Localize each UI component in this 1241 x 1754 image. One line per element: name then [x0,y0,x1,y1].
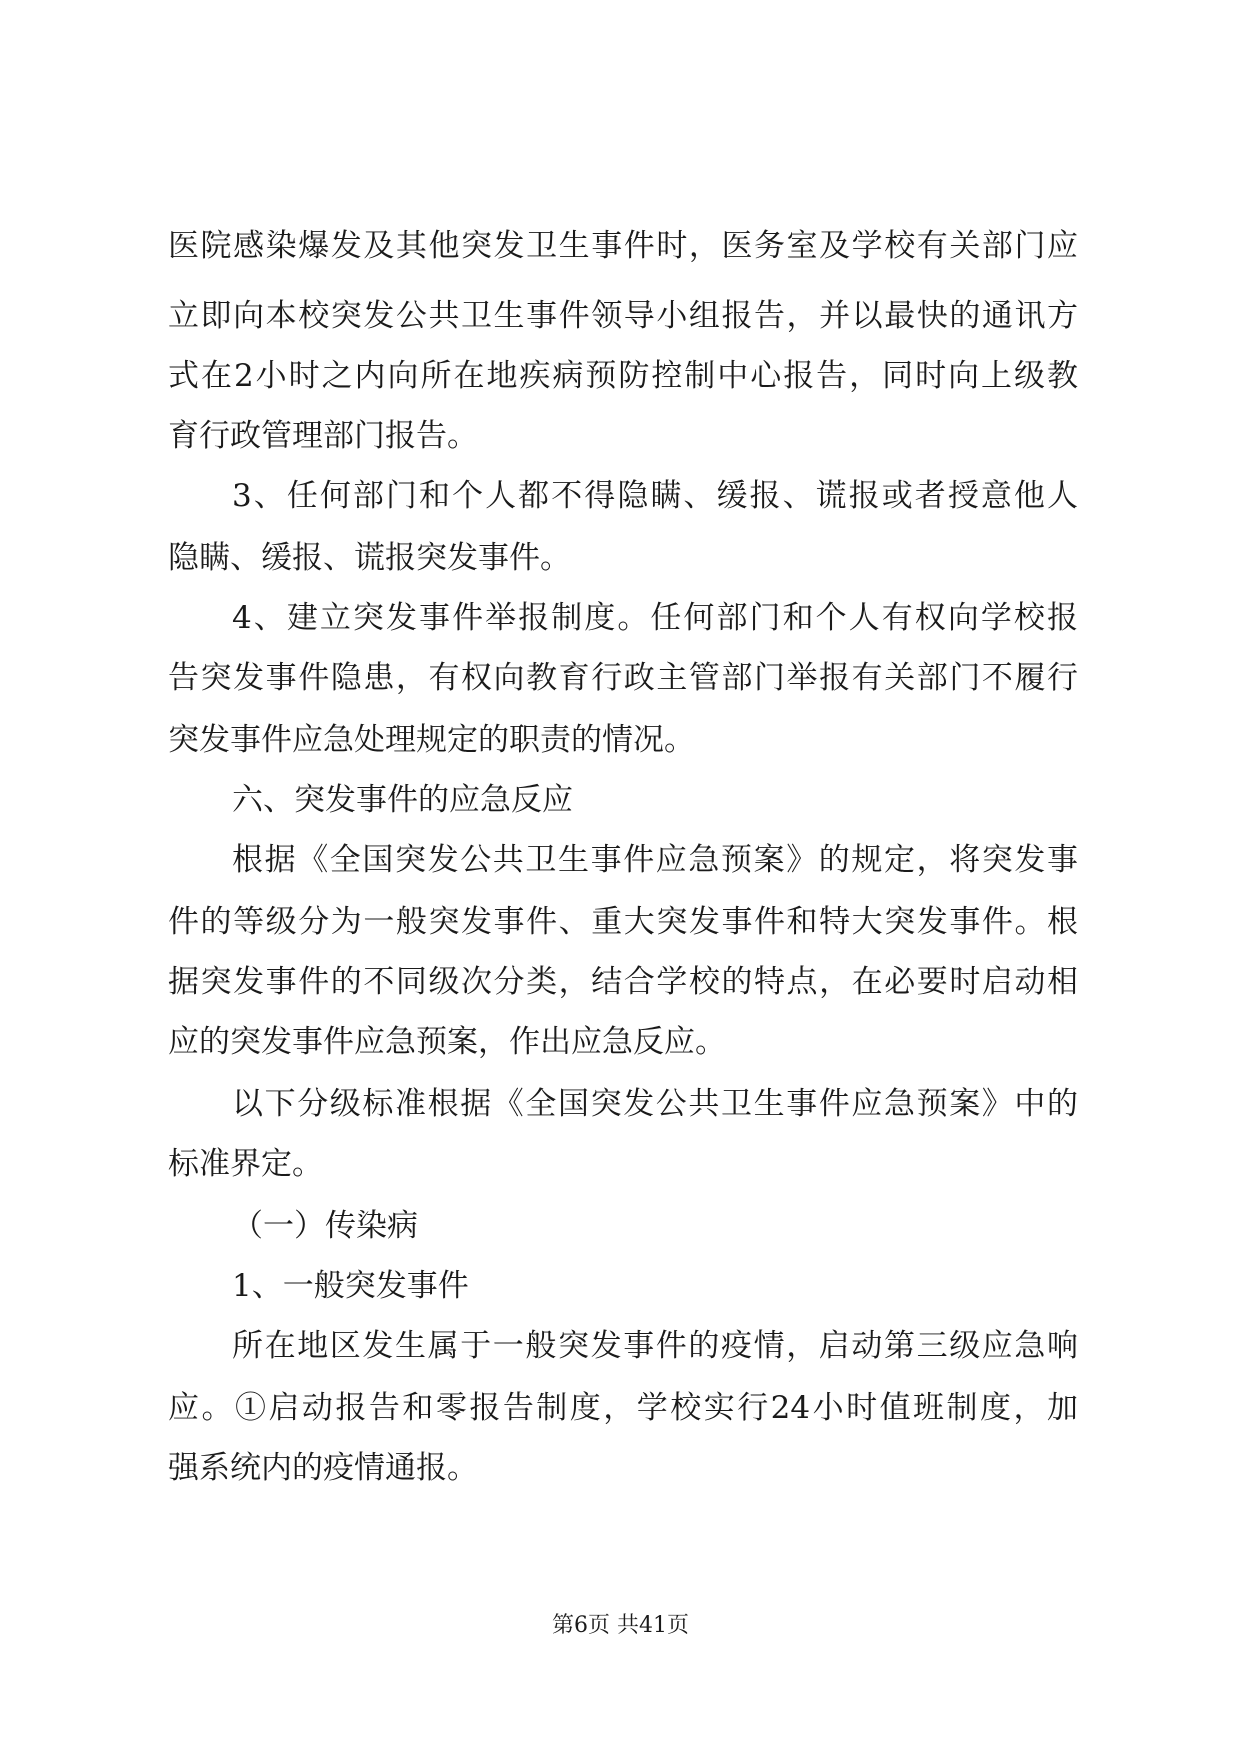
section-heading: 六、突发事件的应急反应 [232,782,573,818]
text-line: 以下分级标准根据《全国突发公共卫生事件应急预案》中的 [232,1086,1078,1122]
text-line: 立即向本校突发公共卫生事件领导小组报告，并以最快的通讯方 [168,298,1078,334]
page-number-footer: 第6页 共41页 [552,1613,689,1638]
text-line: 应的突发事件应急预案，作出应急反应。 [168,1024,726,1060]
text-line: 突发事件应急处理规定的职责的情况。 [168,722,695,758]
text-line: 4、建立突发事件举报制度。任何部门和个人有权向学校报 [232,600,1078,636]
text-line: 隐瞒、缓报、谎报突发事件。 [168,540,571,576]
text-line: 应。①启动报告和零报告制度，学校实行24小时值班制度，加 [168,1390,1078,1426]
text-line: 件的等级分为一般突发事件、重大突发事件和特大突发事件。根 [168,904,1078,940]
text-line: 医院感染爆发及其他突发卫生事件时，医务室及学校有关部门应 [168,228,1078,264]
subsection-heading: （一）传染病 [232,1208,418,1244]
text-line: 据突发事件的不同级次分类，结合学校的特点，在必要时启动相 [168,964,1078,1000]
text-line: 强系统内的疫情通报。 [168,1450,478,1486]
text-line: 式在2小时之内向所在地疾病预防控制中心报告，同时向上级教 [168,358,1078,394]
text-line: 3、任何部门和个人都不得隐瞒、缓报、谎报或者授意他人 [232,478,1078,514]
text-line: 育行政管理部门报告。 [168,418,478,454]
text-line: 告突发事件隐患，有权向教育行政主管部门举报有关部门不履行 [168,660,1078,696]
text-line: 所在地区发生属于一般突发事件的疫情，启动第三级应急响 [232,1328,1078,1364]
text-line: 标准界定。 [168,1146,323,1182]
text-line: 根据《全国突发公共卫生事件应急预案》的规定，将突发事 [232,842,1078,878]
item-heading: 1、一般突发事件 [232,1268,469,1304]
